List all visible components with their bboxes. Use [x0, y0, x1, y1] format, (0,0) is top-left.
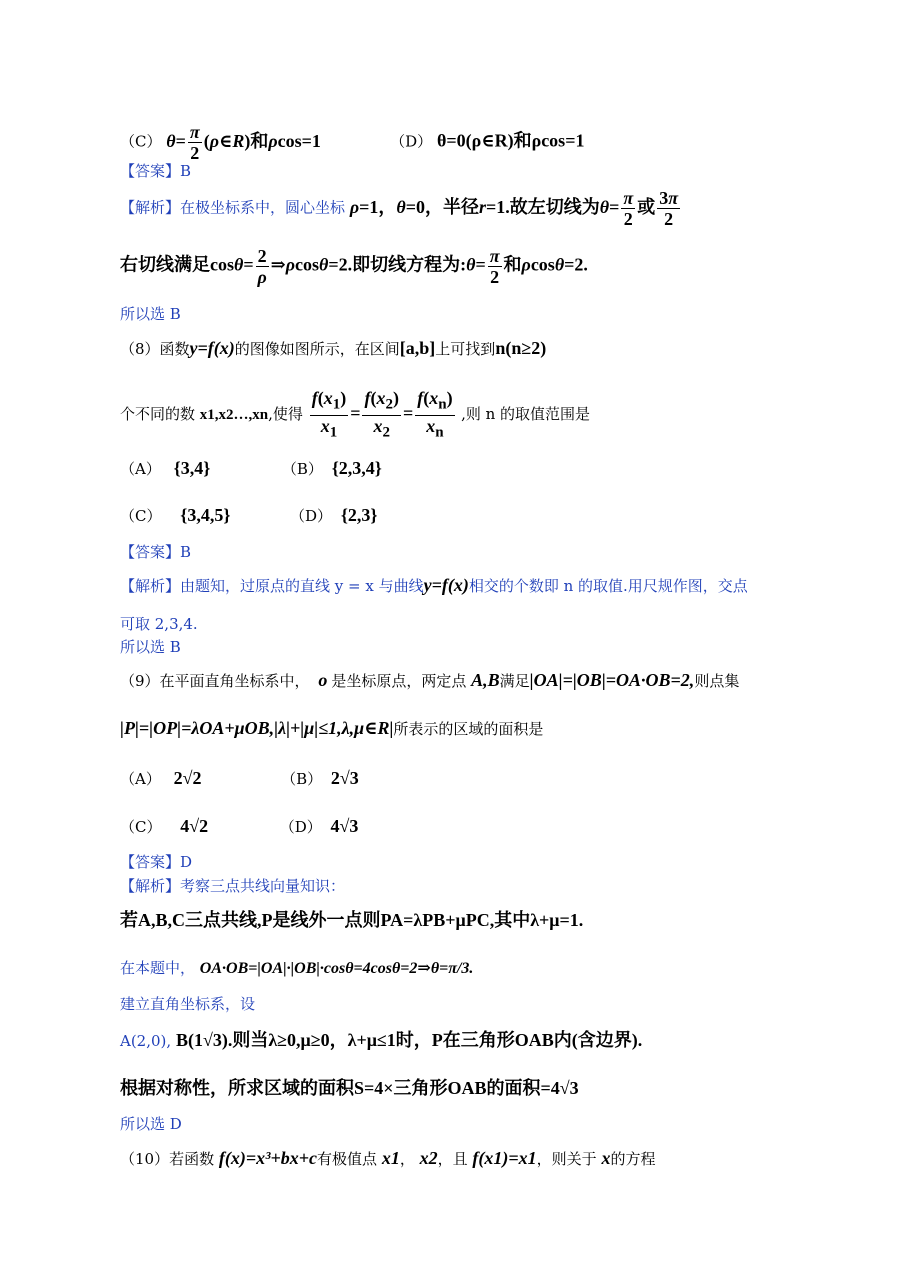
q9-options-ab	[120, 768, 359, 789]
q7-answer	[120, 161, 191, 181]
q8-analysis-func: y=f(x)	[423, 575, 469, 595]
q8-opt-a-label: （A）	[120, 460, 161, 478]
q8-analysis-1: 由题知，过原点的直线 y = x 与曲线	[180, 577, 424, 595]
q7-opt-c-math: θ= $\frac{\pi}{2}$ (ρ∈R)和ρcos=1	[166, 122, 326, 163]
q7-opt-d-label: （D）	[390, 132, 433, 151]
q8-stem-1: （8）函数	[120, 340, 190, 358]
q8-ratio-equation: $\frac{f(x_1)}{x_1}$ = $\frac{f(x_2)}{x_2}$ = $\frac{f(x_n)}{x_n}$	[311, 388, 453, 441]
q9-set: |P|=|OP|=λOA+μOB,|λ|+|μ|≤1,λ,μ∈R|	[120, 718, 394, 738]
q8-options-ab	[120, 458, 382, 479]
q8-choose: 所以选 B	[120, 638, 181, 656]
q9-stem-line1	[120, 670, 739, 691]
q9-opt-a-label: （A）	[120, 770, 161, 788]
q8-analysis-2: 相交的个数即 n 的取值.用尺规作图，交点	[468, 577, 748, 595]
q9-opt-c-label: （C）	[120, 818, 162, 836]
q9-o: o	[318, 670, 328, 690]
q9-condition: |OA|=|OB|=OA·OB=2,	[529, 670, 695, 690]
q9-build: 建立直角坐标系，设	[120, 995, 256, 1013]
q8-options-cd	[120, 505, 378, 526]
answer-value: D	[180, 853, 193, 871]
q7-options-cd	[120, 122, 584, 163]
analysis-tag: 【解析】	[120, 198, 181, 217]
q9-opt-c: 4√2	[180, 816, 209, 836]
q8-stem-2: 的图像如图所示，在区间	[234, 340, 400, 358]
q8-stem-line1	[120, 338, 546, 359]
q9-in-problem-math: OA·OB=|OA|·|OB|·cosθ=4cosθ=2⇒θ=π/3.	[199, 960, 474, 977]
q9-choose: 所以选 D	[120, 1115, 182, 1133]
q10-stem: （10）若函数 f(x)=x³+bx+c有极值点 x1， x2，且 f(x1)=x1，则关于 x的方程	[120, 1148, 656, 1168]
q8-xs: x1,x2…,xn	[199, 407, 269, 424]
q9-coords	[120, 1030, 642, 1051]
q9-in-problem-1: 在本题中，	[120, 959, 196, 977]
q8-opt-c-label: （C）	[120, 507, 162, 525]
q8-opt-a: {3,4}	[173, 458, 211, 478]
analysis-tag: 【解析】	[120, 877, 181, 895]
q8-opt-d: {2,3}	[340, 505, 378, 525]
q9-in-problem	[120, 958, 473, 979]
q10-stem-5: 的方程	[610, 1150, 656, 1168]
q7-analysis-math: ρ=1，θ=0，半径r=1.故左切线为θ= $\frac{\pi}{2}$ 或 $\frac{3\pi}{2}$	[349, 188, 679, 229]
q10-x1: x1	[381, 1148, 400, 1168]
q7-analysis	[120, 188, 682, 229]
answer-tag: 【答案】	[120, 853, 181, 871]
q9-opt-a: 2√2	[173, 768, 202, 788]
q7-right-tangent: 右切线满足cosθ= $\frac{2}{\rho}$ ⇒ρcosθ=2.即切线方程为:θ= $\frac{\pi}{2}$ 和ρcosθ=2.	[120, 246, 588, 287]
q7-choose: 所以选 B	[120, 305, 181, 323]
q8-n: n(n≥2)	[495, 338, 547, 358]
q10-x2: x2	[419, 1148, 438, 1168]
q8-opt-b-label: （B）	[281, 460, 323, 478]
q8-analysis-line1	[120, 575, 748, 596]
q9-stem-5: 所表示的区域的面积是	[393, 720, 544, 738]
q8-analysis-line2: 可取 2,3,4.	[120, 615, 198, 633]
q9-stem-line2	[120, 718, 543, 739]
q8-opt-c: {3,4,5}	[180, 505, 231, 525]
q7-opt-c-label: （C）	[120, 132, 162, 151]
q8-interval: [a,b]	[399, 338, 436, 358]
q8-opt-d-label: （D）	[290, 507, 333, 525]
q8-stem-6: ,则 n 的取值范围是	[461, 405, 591, 424]
q9-ab: A,B	[471, 670, 500, 690]
answer-tag: 【答案】	[120, 543, 181, 561]
q9-collinear: 若A,B,C三点共线,P是线外一点则PA=λPB+μPC,其中λ+μ=1.	[120, 910, 584, 930]
q10-stem-4: ，则关于	[536, 1150, 597, 1168]
q9-stem-4: 则点集	[694, 672, 740, 690]
q8-func: y=f(x)	[189, 338, 235, 358]
q10-stem-1: （10）若函数	[120, 1150, 215, 1168]
q9-stem-1: （9）在平面直角坐标系中，	[120, 672, 310, 690]
q9-coords-math: B(1√3).则当λ≥0,μ≥0，λ+μ≤1时，P在三角形OAB内(含边界).	[175, 1030, 643, 1050]
q8-opt-b: {2,3,4}	[331, 458, 382, 478]
q8-answer	[120, 542, 191, 562]
q9-stem-2: 是坐标原点，两定点	[331, 672, 467, 690]
q8-stem-4: 个不同的数	[120, 405, 196, 424]
q10-condition: f(x1)=x1	[472, 1148, 537, 1168]
q9-opt-b: 2√3	[330, 768, 359, 788]
q9-coords-1: A(2,0),	[120, 1032, 172, 1050]
q10-stem-2: 有极值点	[317, 1150, 378, 1168]
answer-value: B	[180, 543, 192, 561]
answer-value: B	[180, 162, 192, 180]
q8-stem-line2	[120, 388, 590, 442]
q9-options-cd	[120, 816, 358, 837]
q9-stem-3: 满足	[499, 672, 530, 690]
q9-answer	[120, 852, 192, 872]
q10-x: x	[601, 1148, 611, 1168]
q9-analysis	[120, 876, 345, 896]
q9-opt-d-label: （D）	[279, 818, 322, 836]
answer-tag: 【答案】	[120, 162, 181, 180]
analysis-tag: 【解析】	[120, 577, 181, 595]
q7-opt-d-math: θ=0(ρ∈R)和ρcos=1	[436, 130, 585, 151]
q8-stem-5: ,使得	[268, 405, 303, 424]
q9-symmetry: 根据对称性，所求区域的面积S=4×三角形OAB的面积=4√3	[120, 1078, 579, 1098]
q9-opt-b-label: （B）	[281, 770, 323, 788]
analysis-text: 在极坐标系中，圆心坐标	[180, 198, 346, 217]
q10-stem-3: ，且	[437, 1150, 468, 1168]
q10-func: f(x)=x³+bx+c	[218, 1148, 318, 1168]
q9-opt-d: 4√3	[330, 816, 359, 836]
q8-stem-3: 上可找到	[435, 340, 496, 358]
q9-analysis-1: 考察三点共线向量知识：	[180, 877, 346, 895]
